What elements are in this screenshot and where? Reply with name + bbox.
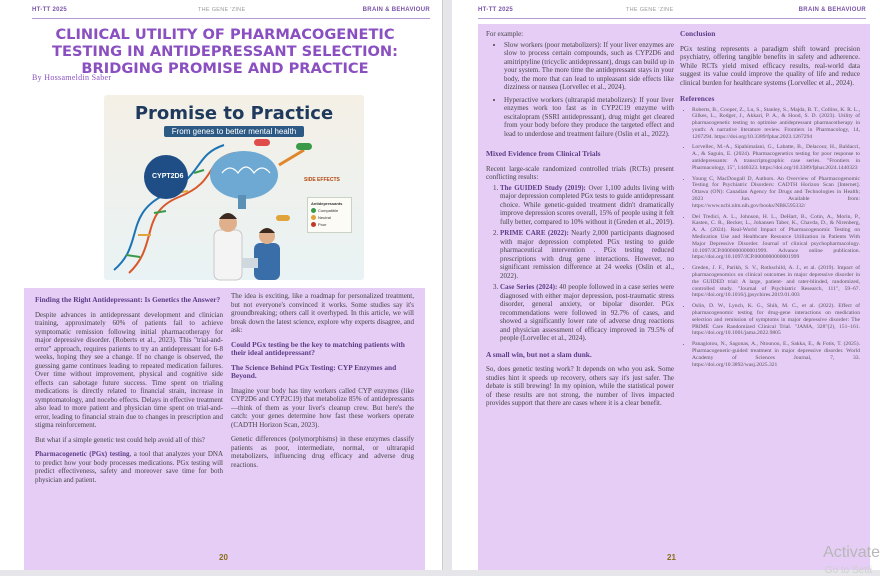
section-heading: Conclusion: [680, 29, 716, 38]
list-item: [500, 184, 674, 227]
legend-item: [311, 208, 348, 213]
legend-label: Poor: [318, 222, 327, 227]
body-paragraph: PGx testing represents a paradigm shift toward precision psychiatry, offering tangible benefits in safety and adherence. While RCTs yield mixed efficacy results, real-world data suggest its value could improve the quality of life and reduce clinical burden for healthcare systems (Lorvellec et al., 2024).: [680, 44, 860, 87]
patient-icon: [254, 228, 280, 280]
hero-subtitle: [104, 127, 364, 136]
header-section: BRAIN & BEHAVIOUR: [362, 7, 430, 13]
header-rule: [32, 18, 430, 19]
legend-item: [311, 222, 348, 227]
legend-label: Neutral: [318, 215, 331, 220]
header-issue: HT-TT 2025: [478, 7, 514, 13]
left-page: [0, 0, 443, 570]
reference-item: • Young C, MacDougall D, Authors. An Overview of Pharmacogenomic Testing for Psychiatric Disorders: CADTH Horizon Scan [Internet]. Ottawa (ON): Canadian Agency for Drugs and Technologies in Health; 2023 Jun. Available from: https://www.ncbi.nlm.nih.gov/books/NBK595332/: [692, 176, 860, 210]
body-paragraph: For example:: [486, 30, 524, 38]
header-magazine: THE GENE 'ZINE: [626, 7, 674, 13]
right-page: [452, 0, 880, 576]
section-heading: The Science Behind PGx Testing: CYP Enzymes and Beyond.: [231, 362, 397, 380]
right-content-box: [478, 24, 870, 570]
legend-dot: [311, 208, 316, 213]
body-paragraph: Recent large-scale randomized controlled trials (RCTs) present conflicting results:: [486, 164, 674, 181]
legend-title: Antidepressants: [311, 201, 343, 206]
pgx-definition: , a tool that analyzes your DNA to predict how your body processes medications. PGx testing will predict effectiveness, safety and moreover save time for both physician and patient.: [35, 450, 223, 484]
legend-dot: [311, 215, 316, 220]
right-column-2: [680, 30, 860, 372]
section-heading: Mixed Evidence from Clinical Trials: [486, 149, 601, 158]
trial-text: 40 people followed in a case series were diagnosed with either major depression, post-traumatic stress disorder, general anxiety, or bipolar disorder. PGx recommendations were followed in 92.7% of cases, and showed a significantly lower rate of adverse drug reactions and physician assessment of efficacy improved in 79.5% of people (Lorvellec et al., 2024).: [500, 283, 674, 342]
antidepressant-legend: [307, 197, 352, 233]
list-item: [500, 283, 674, 343]
trial-text: Nearly 2,000 participants diagnosed with major depression completed PGx testing to guide pharmaceutical intervention . PGx testing reduced prescriptions with drug gene interactions. However, no significant remission difference at 24 weeks (Oslin et al., 2022).: [500, 229, 674, 280]
body-paragraph: But what if a simple genetic test could help avoid all of this?: [35, 435, 205, 444]
body-paragraph: Genetic differences (polymorphisms) in these enzymes classify patients as poor, intermediate, normal, or ultrarapid metabolizers, influencing drug efficacy and adverse drug reactions.: [231, 435, 414, 469]
activation-watermark: Activate: [823, 544, 880, 561]
header-rule: [478, 18, 866, 19]
doctor-icon: [214, 213, 242, 280]
article-byline: By Hossameldin Saber: [32, 73, 112, 82]
body-paragraph: Despite advances in antidepressant development and clinician training, approximately 60% of patients fail to achieve symptomatic remission following initial pharmacotherapy for major depressive disorder. (Roberts et al., 2023). This "trial-and-error" approach, requires patients to try an antidepressant for 6-8 weeks, hoping they see a change. If no change is observed, the guessing game continues leading to repeated medication failures. Over time without improvement, physical and cognitive side effects can sabotage future success. Time spent on trialing medications is directly related to financial strain, increase in symptomatology, and nocebo effects. Delays in effective treatment also lead to more patient and physician time spent on trial-and-error, leading to financial strain due to changes in prescription and stigma reinforcement.: [35, 310, 223, 429]
header-magazine: THE GENE 'ZINE: [198, 7, 246, 13]
trials-list: [500, 184, 674, 343]
article-title: CLINICAL UTILITY OF PHARMACOGENETIC TESTING IN ANTIDEPRESSANT SELECTION: BRIDGING PROMISE AND PRACTICE: [52, 26, 398, 77]
list-item: [500, 229, 674, 280]
reference-item: • Oslin, D. W., Lynch, K. G., Shih, M. C., et al. (2022). Effect of pharmacogenomic testing for drug-gene interactions on medication selection and remission of symptoms in major depressive disorder: The PRIME Care Randomized Clinical Trial. "JAMA, 328"(2), 151–161. https://doi.org/10.1001/jama.2022.9805: [692, 303, 860, 337]
page-number: 21: [667, 553, 676, 562]
reference-item: • Roberts, B., Cooper, Z., Lu, S., Stanley, S., Majda, B. T., Collins, K. R. L., Gilkes, L., Rodger, J., Akkari, P. A., & Hood, S. D. (2023). Utility of pharmacogenetic testing to optimise antidepressant pharmacotherapy in youth: A narrative literature review. Frontiers in Pharmacology, 14, 1267294. https://doi.org/10.3389/fphar.2023.1267294: [692, 107, 860, 141]
reference-item: • Greden, J. F., Parikh, S. V., Rothschild, A. J., et al. (2019). Impact of pharmacogenomics on clinical outcomes in major depressive disorder in the GUIDED trial: A large, patient- and rater-blinded, randomized, controlled study. "Journal of Psychiatric Research, 111", 59–67. https://doi.org/10.1016/j.jpsychires.2019.01.003: [692, 265, 860, 299]
left-column-2: [231, 292, 414, 475]
reference-item: • Panagiotou, N., Sagonas, A., Ntounou, E., Sakka, E., & Fotis, T. (2025). Pharmacogenetic-guided treatment in major depressive disorder. World Academy of Sciences Journal, 7, 33. https://doi.org/10.3892/wasj.2025.321: [692, 341, 860, 368]
trial-name: The GUIDED Study (2019):: [500, 183, 586, 192]
metabolizer-list: [504, 41, 674, 139]
side-effects-label: SIDE EFFECTS: [304, 177, 340, 183]
reference-item: • Del Tredici, A. L., Johnson, H. L., DeHart, B., Cotin, A., Morin, P., Kasten, C. R., Becker, L., Johansen Taber, K., Chavda, D., & Nirenberg, A. A. (2024). Real-World Impact of Pharmacogenomic Testing on Medication Use and Healthcare Resource Utilization in Patients With Major Depressive Disorder. Journal of clinical psychopharmacology. 10.1097/JCP.0000000000001999. Advance online publication. https://doi.org/10.1097/JCP.0000000000001999: [692, 214, 860, 262]
hero-title: Promise to Practice: [134, 103, 334, 124]
section-heading: Finding the Right Antidepressant: Is Genetics the Answer?: [35, 295, 221, 304]
trial-text: Over 1,100 adults living with major depression completed PGx tests to guide antidepressant choice. While genetic-guided treatment didn't dramatically improve depression scores overall, 15% of people using it felt fully better, compared to 10% without it (Greden et al., 2019).: [500, 183, 674, 226]
trial-name: PRIME CARE (2022):: [500, 229, 569, 237]
body-paragraph: [35, 450, 223, 484]
activation-watermark-sub: Go to Setti: [824, 565, 872, 576]
legend-item: [311, 215, 348, 220]
arrow-icon: [279, 150, 304, 165]
header-section: BRAIN & BEHAVIOUR: [798, 7, 866, 13]
header-issue: HT-TT 2025: [32, 7, 68, 13]
body-paragraph: Imagine your body has tiny workers called CYP enzymes (like CYP2D6 and CYP2C19) that metabolize 85% of antidepressants—think of them as your liver's cleanup crew. But here's the catch: your genes determine how fast these workers operate (CADTH Horizon Scan, 2023).: [231, 386, 414, 429]
legend-label: Compatible: [318, 208, 339, 213]
list-item: • Slow workers (poor metabolizers): If your liver enzymes are slow to process certain compounds, such as CYP2D6 and amitriptyline (tricyclic antidepressant), drugs can build up in your system. The more time the antidepressant stays in your body, the more that can lead to unpleasant side effects like dizziness or nausea (Lorvellec et al., 2024).: [504, 41, 674, 92]
brain-icon: [210, 151, 278, 209]
gene-label: CYPT2D6: [152, 173, 184, 180]
section-heading: A small win, but not a slam dunk.: [486, 349, 592, 359]
list-item: • Hyperactive workers (ultrarapid metabolizers): If your liver enzymes work too fast as in CYP2C19 enzyme with escitalopram (SSRI antidepressant), drug might get cleared from your body before they produce the targeted effect and lead to underdose and treatment failure (Oslin et al., 2022).: [504, 96, 674, 139]
hero-illustration: [104, 95, 364, 280]
section-heading: References: [680, 94, 715, 103]
left-content-box: [24, 288, 425, 570]
references-list: [692, 107, 860, 369]
legend-dot: [311, 222, 316, 227]
tablet-icon: [242, 258, 258, 268]
pull-question: Could PGx testing be the key to matching patients with their ideal antidepressant?: [231, 339, 405, 357]
hero-subtitle-text: From genes to better mental health: [164, 126, 305, 137]
body-paragraph: The idea is exciting, like a roadmap for personalized treatment, but not everyone's convinced it works. Some studies say it's groundbreaking; others call it overhyped. In this article, we will break down the latest science, explore why experts disagree, and ask:: [231, 292, 414, 334]
page-number: 20: [219, 553, 228, 562]
left-column-1: [35, 296, 223, 490]
reference-item: • Lorvellec, M.-A., Sipahimalani, G., Labatte, B., Delacour, H., Baldacci, A., & Saguin, E. (2024). Pharmacogenetics testing for poor response to antidepressants: A transcriptographic case series. "Frontiers in Pharmacology, 15", 1440323. https://doi.org/10.3389/fphar.2024.1440323: [692, 144, 860, 171]
trial-name: Case Series (2024):: [500, 283, 558, 291]
body-paragraph: So, does genetic testing work? It depends on who you ask. Some studies hint it speeds up recovery, others say it's just safer. The debate is still brewing! In my opinion, while the statistical power of these results are not strong, the number of lives impacted provides support that there are cases where it is a clear benefit.: [486, 365, 674, 407]
pgx-term: Pharmacogenetic (PGx) testing: [35, 450, 130, 458]
right-column-1: [486, 30, 674, 414]
